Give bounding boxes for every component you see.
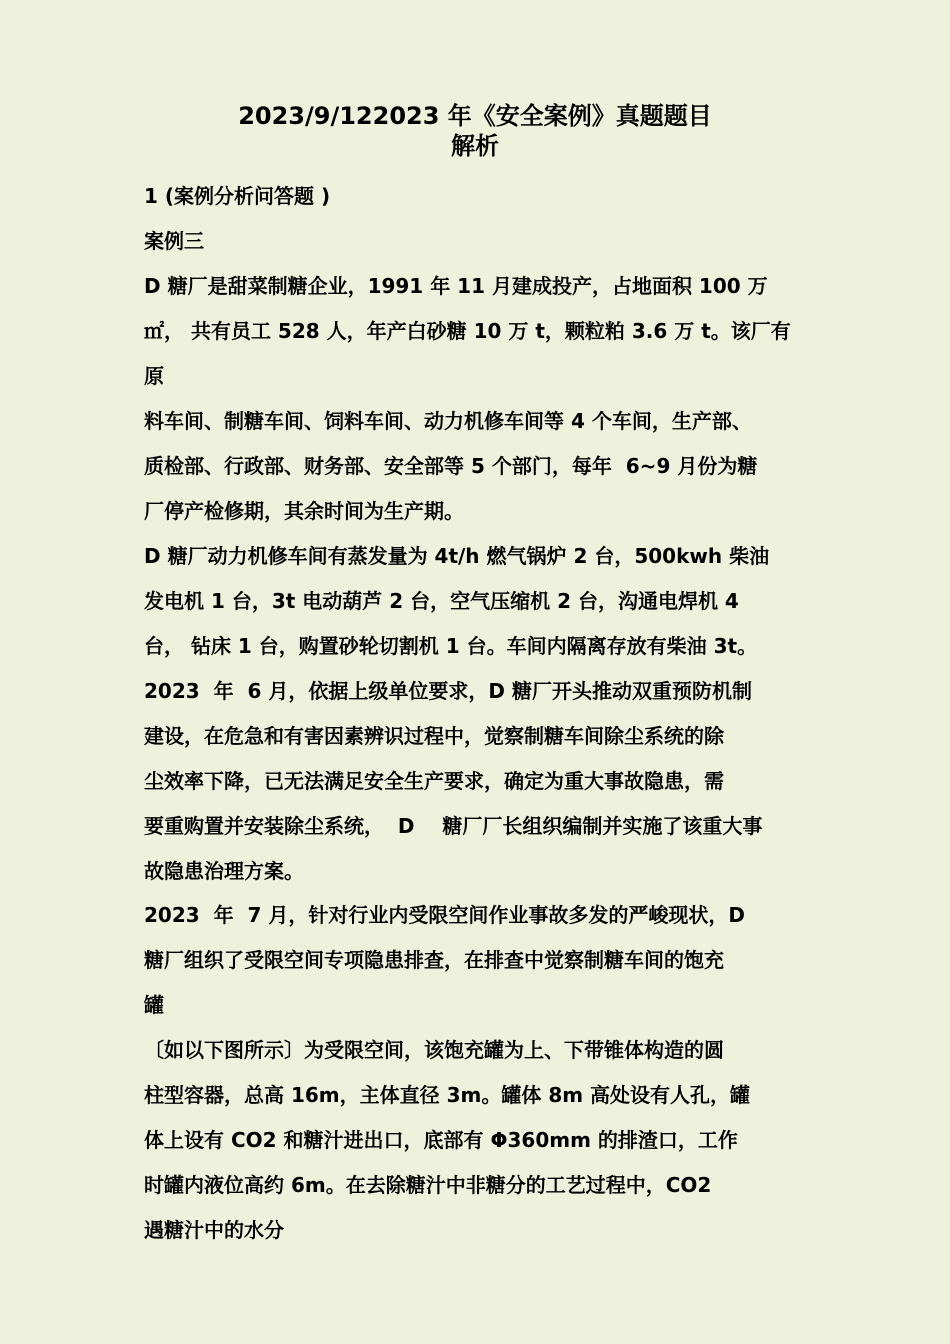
body-text-line: 糖厂组织了受限空间专项隐患排查，在排查中觉察制糖车间的饱充 <box>144 948 724 972</box>
body-text-line: 尘效率下降，已无法满足安全生产要求，确定为重大事故隐患，需 <box>144 769 724 793</box>
body-text-line: 台， 钻床 1 台，购置砂轮切割机 1 台。车间内隔离存放有柴油 3t。 <box>144 634 758 658</box>
body-text-line: D 糖厂是甜菜制糖企业，1991 年 11 月建成投产，占地面积 100 万 <box>144 274 768 298</box>
body-text-line: 发电机 1 台，3t 电动葫芦 2 台，空气压缩机 2 台，沟通电焊机 4 <box>144 589 739 613</box>
body-text-line: 料车间、制糖车间、饲料车间、动力机修车间等 4 个车间，生产部、 <box>144 409 752 433</box>
body-text-line: 要重购置并安装除尘系统， D 糖厂厂长组织编制并实施了该重大事 <box>144 814 763 838</box>
body-text-line: ㎡， 共有员工 528 人，年产白砂糖 10 万 t，颗粒粕 3.6 万 t。该厂有 <box>144 319 791 343</box>
body-text-line: 2023 年 7 月，针对行业内受限空间作业事故多发的严峻现状，D <box>144 903 745 927</box>
body-text-line: 故隐患治理方案。 <box>144 859 304 883</box>
body-text-line: 罐 <box>144 993 164 1017</box>
body-text-line: 遇糖汁中的水分 <box>144 1218 284 1242</box>
body-text-line: 厂停产检修期，其余时间为生产期。 <box>144 499 464 523</box>
body-text-line: 时罐内液位高约 6m。在去除糖汁中非糖分的工艺过程中，CO2 <box>144 1173 712 1197</box>
document-title-continuation: 解析 <box>451 132 499 160</box>
body-text-line: 建设，在危急和有害因素辨识过程中，觉察制糖车间除尘系统的除 <box>144 724 724 748</box>
case-label-line: 案例三 <box>144 229 204 253</box>
body-text-line: 2023 年 6 月，依据上级单位要求，D 糖厂开头推动双重预防机制 <box>144 679 752 703</box>
body-text-line: 〔如以下图所示〕为受限空间，该饱充罐为上、下带锥体构造的圆 <box>144 1038 724 1062</box>
document-title: 2023/9/122023 年《安全案例》真题题目 <box>238 102 712 130</box>
question-number-line: 1 (案例分析问答题 ) <box>144 184 331 208</box>
body-text-line: 质检部、行政部、财务部、安全部等 5 个部门，每年 6~9 月份为糖 <box>144 454 758 478</box>
body-text-line: D 糖厂动力机修车间有蒸发量为 4t/h 燃气锅炉 2 台，500kwh 柴油 <box>144 544 770 568</box>
body-text-line: 柱型容器，总高 16m，主体直径 3m。罐体 8m 高处设有人孔，罐 <box>144 1083 751 1107</box>
body-text-line: 原 <box>144 364 164 388</box>
body-text-line: 体上设有 CO2 和糖汁进出口，底部有 Φ360mm 的排渣口，工作 <box>144 1128 738 1152</box>
